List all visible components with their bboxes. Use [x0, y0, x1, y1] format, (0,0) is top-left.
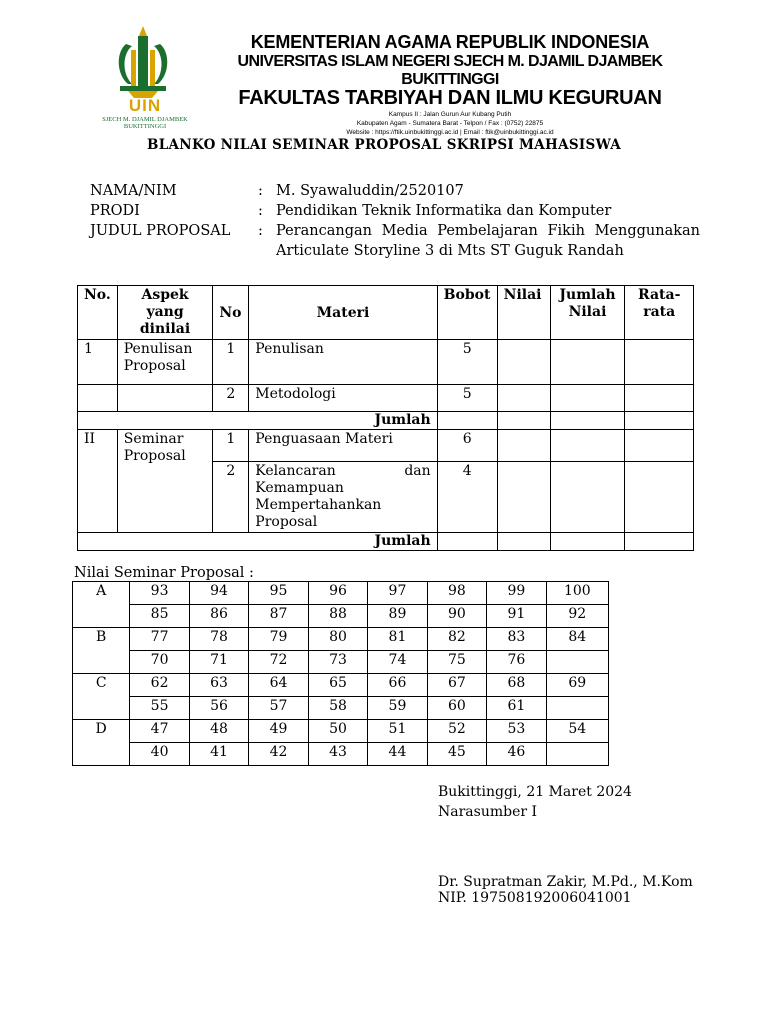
signature-nip: NIP. 197508192006041001 [438, 890, 632, 906]
rata-rata-cell[interactable] [625, 385, 694, 412]
grade-score-cell: 71 [189, 651, 248, 674]
student-info [90, 181, 700, 261]
grade-score-cell: 72 [249, 651, 308, 674]
rata-rata-cell[interactable] [625, 430, 694, 462]
info-row-judul [90, 221, 700, 261]
jumlah-nilai-cell[interactable] [550, 462, 625, 533]
grade-score-cell: 94 [189, 582, 248, 605]
info-value: Pendidikan Teknik Informatika dan Komputer [276, 203, 612, 219]
ministry-name: KEMENTERIAN AGAMA REPUBLIK INDONESIA [250, 32, 650, 52]
grade-scale-row [73, 674, 609, 697]
header-jumlah-nilai: Jumlah Nilai [550, 286, 625, 340]
grade-score-cell: 84 [546, 628, 608, 651]
grade-score-cell: 82 [427, 628, 486, 651]
empty-cell [117, 385, 213, 412]
header-nilai: Nilai [497, 286, 550, 340]
assessment-table [77, 285, 694, 551]
info-value: Perancangan Media Pembelajaran Fikih Menggunakan Articulate Storyline 3 di Mts ST Guguk Randah [276, 223, 700, 259]
row-bobot: 4 [437, 462, 497, 533]
row-bobot: 5 [437, 385, 497, 412]
grade-score-cell: 62 [130, 674, 189, 697]
grade-score-cell: 40 [130, 743, 189, 766]
jumlah-rata-cell[interactable] [625, 533, 694, 551]
grade-score-cell: 81 [368, 628, 427, 651]
faculty-name: FAKULTAS TARBIYAH DAN ILMU KEGURUAN [238, 87, 662, 109]
grade-scale-row [73, 651, 609, 674]
grade-score-cell: 74 [368, 651, 427, 674]
grade-score-cell: 95 [249, 582, 308, 605]
grade-score-cell: 83 [487, 628, 546, 651]
jumlah-nilai-cell[interactable] [497, 412, 550, 430]
grade-score-cell: 69 [546, 674, 608, 697]
jumlah-rata-cell[interactable] [625, 412, 694, 430]
grade-score-cell: 58 [308, 697, 367, 720]
grade-score-cell: 60 [427, 697, 486, 720]
grade-score-cell: 85 [130, 605, 189, 628]
grade-score-cell: 93 [130, 582, 189, 605]
jumlah-total-cell[interactable] [550, 412, 625, 430]
jumlah-nilai-cell[interactable] [550, 385, 625, 412]
rata-rata-cell[interactable] [625, 340, 694, 385]
logo-sub-line: SJECH M. DJAMIL DJAMBEK [102, 116, 188, 123]
signature-place-date: Bukittinggi, 21 Maret 2024 [438, 784, 632, 800]
logo-uin-text: UIN [128, 96, 162, 115]
grade-score-cell: 68 [487, 674, 546, 697]
grade-score-cell: 97 [368, 582, 427, 605]
header-rata-rata: Rata-rata [625, 286, 694, 340]
grade-score-cell: 89 [368, 605, 427, 628]
grade-score-cell: 44 [368, 743, 427, 766]
row-materi: Penguasaan Materi [249, 430, 437, 462]
info-colon: : [258, 223, 263, 239]
grade-score-cell: 54 [546, 720, 608, 743]
jumlah-nilai-cell[interactable] [497, 533, 550, 551]
grade-score-cell: 64 [249, 674, 308, 697]
jumlah-label: Jumlah [78, 533, 438, 551]
grade-score-cell [546, 743, 608, 766]
header-aspek: Aspek yang dinilai [117, 286, 213, 340]
rata-rata-cell[interactable] [625, 462, 694, 533]
logo-sub-line: BUKITTINGGI [123, 123, 167, 130]
info-value: M. Syawaluddin/2520107 [276, 183, 464, 199]
row-no: 1 [213, 430, 249, 462]
grade-score-cell: 86 [189, 605, 248, 628]
grade-score-cell: 70 [130, 651, 189, 674]
grade-score-cell: 92 [546, 605, 608, 628]
grade-score-cell: 98 [427, 582, 486, 605]
grade-score-cell [546, 651, 608, 674]
nilai-cell[interactable] [497, 385, 550, 412]
table-header-row [78, 286, 694, 340]
logo-caption [78, 96, 212, 130]
website-line: Website : https://ftik.uinbukittinggi.ac.id | Email : ftik@uinbukittinggi.ac.id [346, 129, 554, 136]
signature-name: Dr. Supratman Zakir, M.Pd., M.Kom [438, 874, 693, 890]
grade-score-cell: 53 [487, 720, 546, 743]
grade-score-cell: 63 [189, 674, 248, 697]
grade-letter: D [73, 720, 130, 766]
info-key: PRODI [90, 203, 140, 219]
nilai-cell[interactable] [497, 462, 550, 533]
grade-score-cell: 65 [308, 674, 367, 697]
grade-score-cell: 46 [487, 743, 546, 766]
grade-scale-table [72, 581, 609, 766]
info-colon: : [258, 203, 263, 219]
grade-score-cell: 96 [308, 582, 367, 605]
grade-scale-row [73, 720, 609, 743]
grade-score-cell: 77 [130, 628, 189, 651]
grade-scale-row [73, 743, 609, 766]
row-bobot: 6 [437, 430, 497, 462]
jumlah-total-cell[interactable] [550, 533, 625, 551]
university-name: UNIVERSITAS ISLAM NEGERI SJECH M. DJAMIL DJAMBEK BUKITTINGGI [237, 53, 663, 88]
grade-score-cell: 76 [487, 651, 546, 674]
row-materi: Kelancaran dan Kemampuan Mempertahankan Proposal [249, 462, 437, 533]
info-colon: : [258, 183, 263, 199]
table-row [78, 340, 694, 385]
grade-scale-row [73, 582, 609, 605]
table-row [78, 430, 694, 462]
header-materi: Materi [249, 286, 437, 340]
group-no: II [78, 430, 118, 533]
grade-score-cell: 88 [308, 605, 367, 628]
grade-letter: A [73, 582, 130, 628]
grade-score-cell: 78 [189, 628, 248, 651]
grade-letter: B [73, 628, 130, 674]
group-aspek: Seminar Proposal [117, 430, 213, 533]
info-row-nama [90, 181, 700, 201]
table-row [78, 385, 694, 412]
row-bobot: 5 [437, 340, 497, 385]
jumlah-row [78, 412, 694, 430]
grade-score-cell: 61 [487, 697, 546, 720]
grade-score-cell: 90 [427, 605, 486, 628]
nilai-cell[interactable] [497, 340, 550, 385]
header-bobot: Bobot [437, 286, 497, 340]
grade-score-cell: 48 [189, 720, 248, 743]
jumlah-bobot-cell[interactable] [437, 533, 497, 551]
grade-score-cell: 80 [308, 628, 367, 651]
grade-score-cell: 55 [130, 697, 189, 720]
grade-score-cell: 49 [249, 720, 308, 743]
grade-score-cell: 43 [308, 743, 367, 766]
header-no: No. [78, 286, 118, 340]
row-no: 2 [213, 462, 249, 533]
grade-score-cell: 59 [368, 697, 427, 720]
jumlah-bobot-cell[interactable] [437, 412, 497, 430]
grade-score-cell: 100 [546, 582, 608, 605]
jumlah-nilai-cell[interactable] [550, 430, 625, 462]
empty-cell [78, 385, 118, 412]
row-materi: Metodologi [249, 385, 437, 412]
grade-score-cell: 57 [249, 697, 308, 720]
grade-score-cell: 41 [189, 743, 248, 766]
info-key: NAMA/NIM [90, 183, 177, 199]
grade-score-cell: 42 [249, 743, 308, 766]
row-materi: Penulisan [249, 340, 437, 385]
jumlah-row [78, 533, 694, 551]
grade-score-cell [546, 697, 608, 720]
document-title: BLANKO NILAI SEMINAR PROPOSAL SKRIPSI MAHASISWA [147, 137, 621, 153]
header-sub-no: No [213, 286, 249, 340]
grade-scale-row [73, 605, 609, 628]
grade-score-cell: 79 [249, 628, 308, 651]
grade-score-cell: 91 [487, 605, 546, 628]
group-aspek: Penulisan Proposal [117, 340, 213, 385]
grade-score-cell: 50 [308, 720, 367, 743]
letterhead [200, 32, 700, 137]
grade-letter: C [73, 674, 130, 720]
grade-score-cell: 66 [368, 674, 427, 697]
grade-scale-label: Nilai Seminar Proposal : [74, 565, 254, 581]
nilai-cell[interactable] [497, 430, 550, 462]
grade-score-cell: 51 [368, 720, 427, 743]
row-no: 2 [213, 385, 249, 412]
grade-score-cell: 73 [308, 651, 367, 674]
address-line: Kabupaten Agam - Sumatera Barat - Telpon / Fax : (0752) 22875 [356, 120, 544, 127]
grade-score-cell: 75 [427, 651, 486, 674]
grade-scale-row [73, 697, 609, 720]
group-no: 1 [78, 340, 118, 385]
grade-score-cell: 87 [249, 605, 308, 628]
grade-score-cell: 52 [427, 720, 486, 743]
grade-score-cell: 47 [130, 720, 189, 743]
info-row-prodi [90, 201, 700, 221]
jumlah-label: Jumlah [78, 412, 438, 430]
grade-score-cell: 45 [427, 743, 486, 766]
info-key: JUDUL PROPOSAL [90, 223, 231, 239]
grade-score-cell: 67 [427, 674, 486, 697]
signature-role: Narasumber I [438, 804, 538, 820]
grade-scale-row [73, 628, 609, 651]
grade-score-cell: 99 [487, 582, 546, 605]
grade-score-cell: 56 [189, 697, 248, 720]
address-line: Kampus II : Jalan Gurun Aur Kubang Putih [388, 111, 512, 118]
jumlah-nilai-cell[interactable] [550, 340, 625, 385]
row-no: 1 [213, 340, 249, 385]
